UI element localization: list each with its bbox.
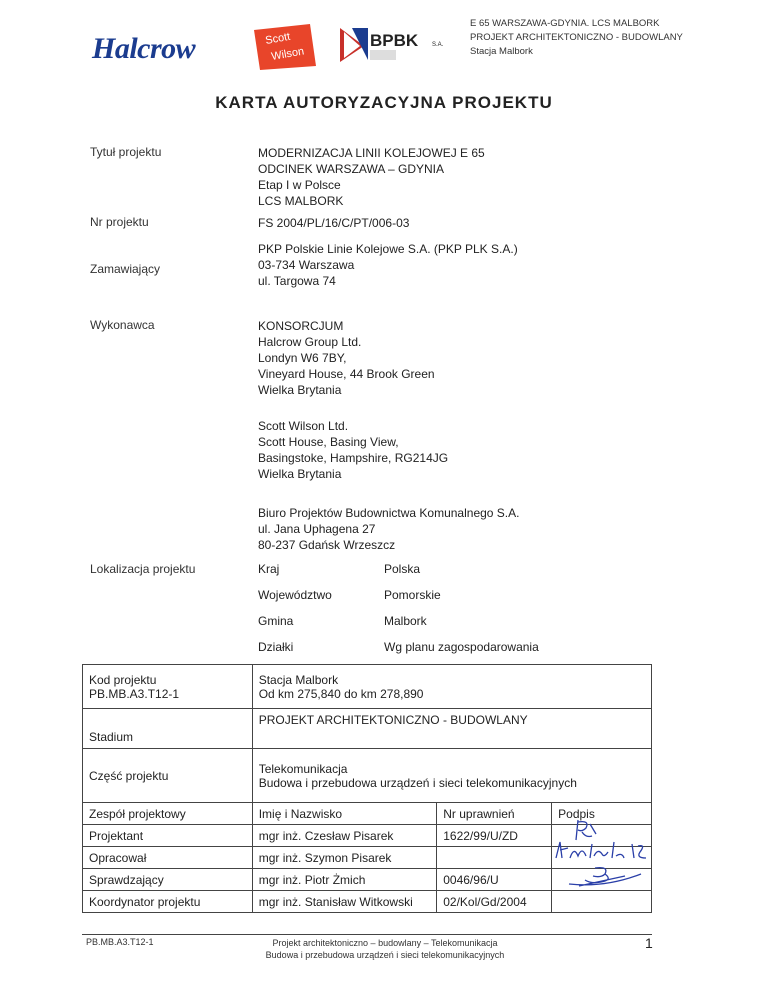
team-header-role: Zespół projektowy — [83, 803, 253, 825]
project-number-value: FS 2004/PL/16/C/PT/006-03 — [258, 216, 410, 230]
team-name: mgr inż. Czesław Pisarek — [252, 825, 437, 847]
stage-label-cell: Stadium — [83, 709, 253, 749]
header-line: E 65 WARSZAWA-GDYNIA. LCS MALBORK — [470, 18, 660, 29]
scott-text: Scott — [264, 30, 292, 47]
part-value-cell: Telekomunikacja Budowa i przebudowa urządzeń i sieci telekomunikacyjnych — [252, 749, 651, 803]
wilson-text: Wilson — [270, 45, 306, 63]
bpbk-logo — [338, 24, 458, 69]
code-value-cell: Stacja Malbork Od km 275,840 do km 278,890 — [252, 665, 651, 709]
project-title-label: Tytuł projektu — [90, 145, 162, 159]
location-value: Malbork — [384, 614, 427, 628]
stage-value-cell: PROJEKT ARCHITEKTONICZNO - BUDOWLANY — [252, 709, 651, 749]
signature-sprawdzajacy — [565, 864, 645, 895]
contractor-block-bpbk: Biuro Projektów Budownictwa Komunalnego S.A. ul. Jana Uphagena 27 80-237 Gdańsk Wrzeszcz — [258, 506, 520, 552]
location-key: Województwo — [258, 588, 332, 602]
contractor-block-scott-wilson: Scott Wilson Ltd. Scott House, Basing View, Basingstoke, Hampshire, RG214JG Wielka Brytania — [258, 419, 449, 481]
team-role: Opracował — [83, 847, 253, 869]
project-title-value: MODERNIZACJA LINII KOLEJOWEJ E 65 ODCINEK WARSZAWA – GDYNIA Etap I w Polsce LCS MALBORK — [258, 146, 485, 208]
page-number: 1 — [645, 935, 653, 951]
location-key: Gmina — [258, 614, 294, 628]
location-value: Wg planu zagospodarowania — [384, 640, 539, 654]
team-role: Sprawdzający — [83, 869, 253, 891]
table-row — [83, 709, 652, 749]
location-key: Kraj — [258, 562, 280, 576]
table-row — [83, 665, 652, 709]
footer-code: PB.MB.A3.T12-1 — [86, 937, 154, 947]
footer-description: Projekt architektoniczno – budowlany – Telekomunikacja Budowa i przebudowa urządzeń i sieci telekomunikacyjnych — [265, 938, 505, 960]
team-license: 1622/99/U/ZD — [437, 825, 552, 847]
location-label: Lokalizacja projektu — [90, 562, 196, 576]
table-header-row — [83, 803, 652, 825]
project-number-label: Nr projektu — [90, 215, 149, 229]
part-label-cell: Część projektu — [83, 749, 253, 803]
team-license: 02/Kol/Gd/2004 — [437, 891, 552, 913]
footer-divider — [82, 934, 652, 935]
location-value: Polska — [384, 562, 421, 576]
header-project-info — [470, 17, 683, 59]
team-license — [437, 847, 552, 869]
bpbk-text: BPBK — [370, 31, 419, 50]
scott-wilson-logo — [252, 22, 318, 77]
location-key: Działki — [258, 640, 294, 654]
location-value: Pomorskie — [384, 588, 441, 602]
code-label-cell: Kod projektu PB.MB.A3.T12-1 — [83, 665, 253, 709]
team-role: Projektant — [83, 825, 253, 847]
team-header-signature: Podpis — [552, 803, 652, 825]
document-title: KARTA AUTORYZACYJNA PROJEKTU — [215, 93, 553, 112]
client-label: Zamawiający — [90, 262, 161, 276]
team-name: mgr inż. Szymon Pisarek — [252, 847, 437, 869]
header-line: PROJEKT ARCHITEKTONICZNO - BUDOWLANY — [470, 32, 683, 43]
header-line: Stacja Malbork — [470, 46, 533, 57]
team-name: mgr inż. Stanisław Witkowski — [252, 891, 437, 913]
bpbk-suffix: S.A. — [432, 42, 444, 48]
team-role: Koordynator projektu — [83, 891, 253, 913]
halcrow-logo: Halcrow — [92, 32, 196, 65]
contractor-block-halcrow: KONSORCJUM Halcrow Group Ltd. Londyn W6 7BY, Vineyard House, 44 Brook Green Wielka Brytania — [258, 319, 435, 397]
table-row — [83, 749, 652, 803]
team-license: 0046/96/U — [437, 869, 552, 891]
team-name: mgr inż. Piotr Żmich — [252, 869, 437, 891]
team-header-name: Imię i Nazwisko — [252, 803, 437, 825]
contractor-label: Wykonawca — [90, 318, 155, 332]
team-header-license: Nr uprawnień — [437, 803, 552, 825]
client-value: PKP Polskie Linie Kolejowe S.A. (PKP PLK S.A.) 03-734 Warszawa ul. Targowa 74 — [258, 242, 518, 288]
